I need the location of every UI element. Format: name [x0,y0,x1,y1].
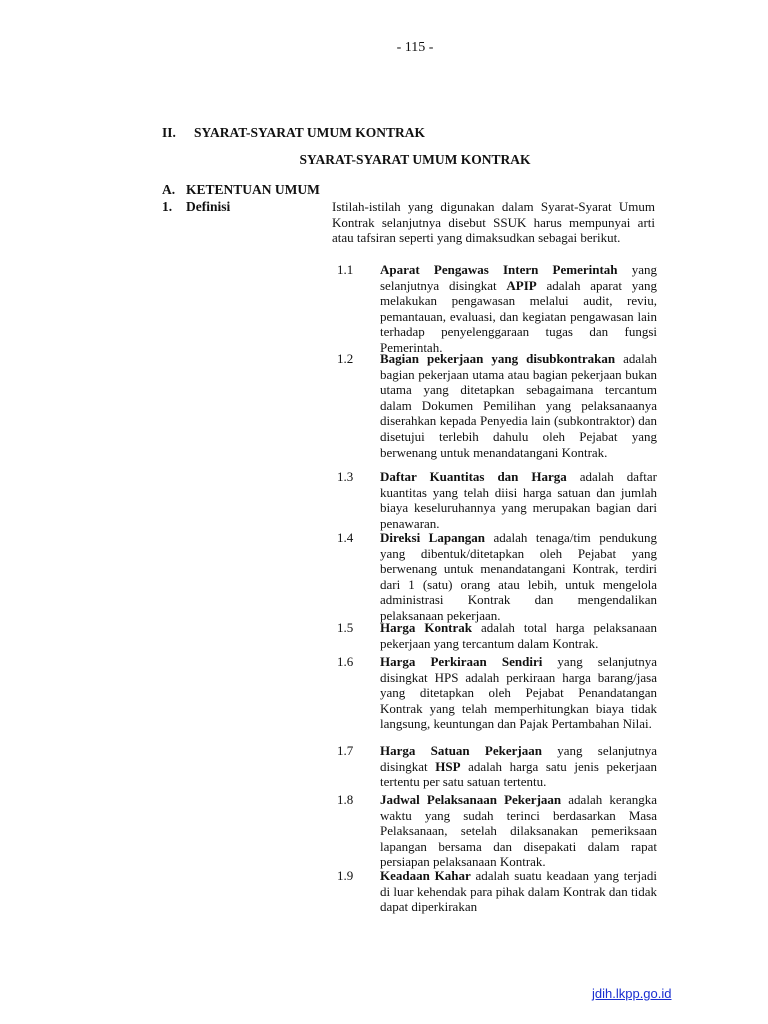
item-title: Definisi [186,199,231,214]
definition-item [337,469,657,531]
definition-term: Daftar Kuantitas dan Harga [380,469,567,484]
section-title: SYARAT-SYARAT UMUM KONTRAK [194,125,426,140]
definition-term: Direksi Lapangan [380,530,486,545]
definition-body: yang selanjutnya disingkat HPS adalah perkiraan harga barang/jasa yang ditetapkan oleh Pejabat Penandatangan Kontrak yang telah memperhitungkan biaya tidak langsung, keuntungan dan Pajak Pertambahan Nilai. [380,654,657,732]
definition-abbreviation: APIP [506,277,537,293]
definition-term: Aparat Pengawas Intern Pemerintah [380,262,618,277]
definition-text [380,868,657,915]
definition-number: 1.6 [337,654,354,669]
definition-item [337,620,657,651]
definition-number: 1.9 [337,868,354,883]
definition-text [380,620,657,651]
definition-number: 1.1 [337,262,354,277]
definition-item [337,530,657,624]
item-heading [162,199,230,215]
definition-term: Bagian pekerjaan yang disubkontrakan [380,351,616,366]
definition-item [337,351,657,460]
subsection-letter: A. [162,182,176,197]
section-heading [162,125,425,141]
definition-item [337,262,657,356]
document-title: SYARAT-SYARAT UMUM KONTRAK [299,152,531,167]
intro-paragraph: Istilah-istilah yang digunakan dalam Syarat-Syarat Umum Kontrak selanjutnya disebut SSUK harus mempunyai arti atau tafsiran seperti yang dimaksudkan sebagai berikut. [332,199,655,246]
subsection-heading [162,182,320,198]
definition-term: Harga Satuan Pekerjaan [380,743,542,758]
definition-text [380,351,657,460]
definition-body: adalah harga satu jenis pekerjaan tertentu per satu satuan tertentu. [380,758,657,790]
definition-text [380,469,657,531]
definition-number: 1.4 [337,530,354,545]
definition-body: adalah aparat yang melakukan pengawasan melalui audit, reviu, pemantauan, evaluasi, dan kegiatan pengawasan lain terhadap penyelenggaraan tugas dan fungsi Pemerintah. [380,277,657,355]
definition-body: adalah tenaga/tim pendukung yang dibentuk/ditetapkan oleh Pejabat yang berwenang untuk menandatangani Kontrak, terdiri dari 1 (satu) orang atau lebih, untuk mengelola administrasi Kontrak dan mengendalikan pelaksanaan pekerjaan. [380,530,658,623]
definition-item [337,654,657,732]
subsection-title: KETENTUAN UMUM [186,182,320,197]
definition-body: adalah bagian pekerjaan utama atau bagian pekerjaan bukan utama yang ditetapkan sebagaimana tercantum dalam Dokumen Pemilihan yang pelaksanaanya diserahkan kepada Penyedia lain (subkontraktor) dan disetujui terlebih dahulu oleh Pejabat yang berwenang untuk menandatangani Kontrak. [380,351,657,460]
page-number: - 115 - [396,40,434,55]
definition-text [380,262,657,356]
definition-body: adalah kerangka waktu yang sudah terinci berdasarkan Masa Pelaksanaan, setelah dilaksanakan pemeriksaan lapangan bersama dan disepakati dalam rapat persiapan pelaksanaan Kontrak. [380,792,657,870]
definition-number: 1.2 [337,351,354,366]
definition-body: adalah total harga pelaksanaan pekerjaan yang tercantum dalam Kontrak. [380,620,657,651]
definition-number: 1.8 [337,792,354,807]
definition-text [380,654,657,732]
definition-number: 1.3 [337,469,354,484]
definition-item [337,792,657,870]
definition-term: Harga Perkiraan Sendiri [380,654,543,669]
definition-body: adalah daftar kuantitas yang telah diisi harga satuan dan jumlah biaya keseluruhannya yang merupakan bagian dari penawaran. [380,469,658,531]
definition-text [380,792,657,870]
definition-term: Harga Kontrak [380,620,473,635]
definition-item [337,743,657,790]
definition-body: yang selanjutnya disingkat [380,743,657,774]
item-number: 1. [162,199,173,214]
definition-body: adalah suatu keadaan yang terjadi di luar kehendak para pihak dalam Kontrak dan tidak dapat diperkirakan [380,868,657,915]
definition-term: Jadwal Pelaksanaan Pekerjaan [380,792,562,807]
definition-term: Keadaan Kahar [380,868,471,883]
definition-number: 1.7 [337,743,354,758]
definition-body: yang selanjutnya disingkat [380,262,657,293]
definition-item [337,868,657,915]
definition-abbreviation: HSP [435,758,461,774]
definition-text [380,743,657,790]
definition-text [380,530,657,624]
definition-number: 1.5 [337,620,354,635]
footer-link[interactable]: jdih.lkpp.go.id [592,986,672,1001]
section-number: II. [162,125,176,140]
